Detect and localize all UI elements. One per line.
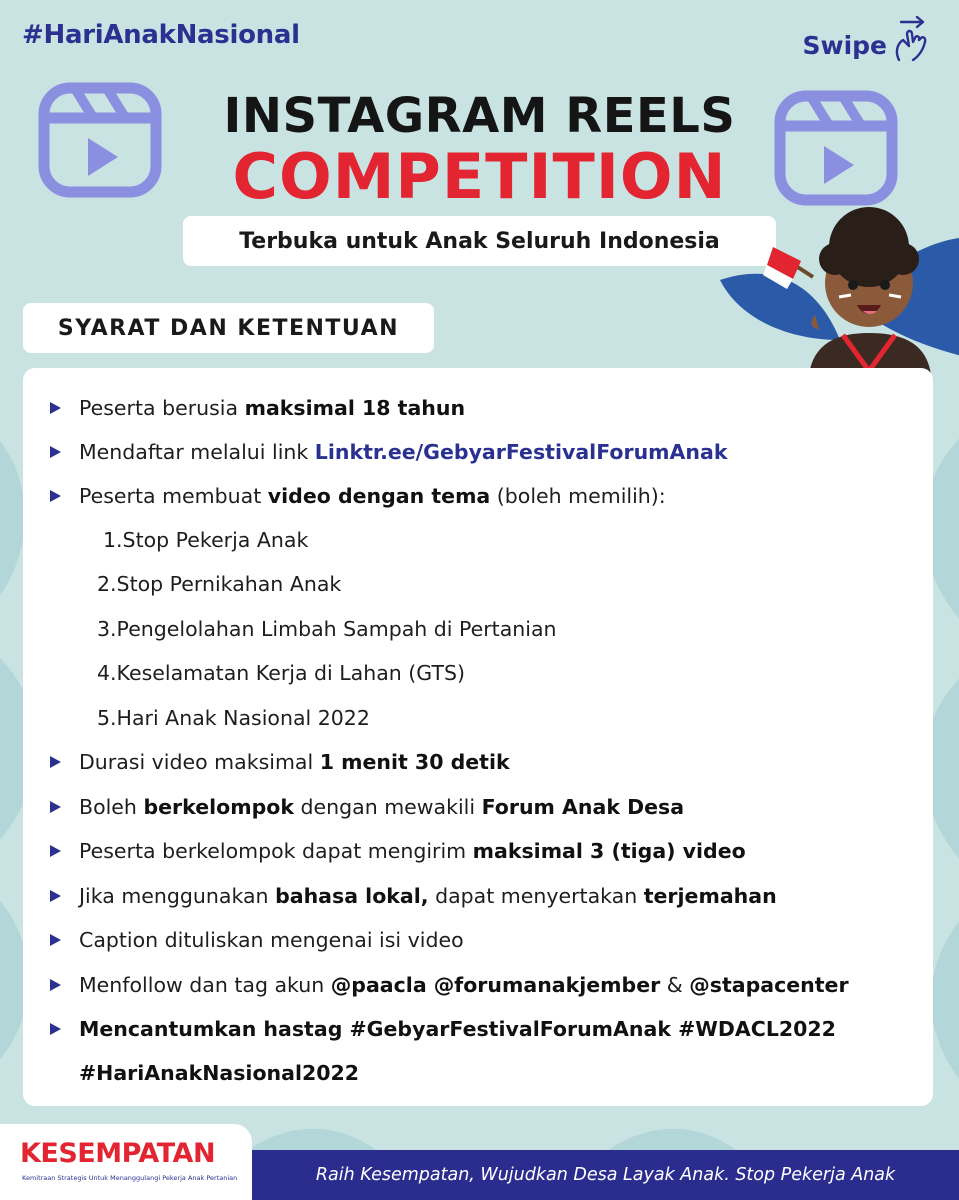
bullet-triangle-icon (50, 890, 61, 902)
rule-text: Peserta berusia (79, 396, 245, 420)
rule-item (23, 388, 933, 428)
rule-emphasis: 1 menit 30 detik (319, 750, 510, 774)
bullet-triangle-icon (50, 402, 61, 414)
rule-emphasis: terjemahan (643, 884, 777, 908)
theme-item (23, 520, 933, 560)
subtitle: Terbuka untuk Anak Seluruh Indonesia (183, 216, 776, 266)
rule-text: dengan mewakili (293, 795, 482, 819)
theme-item (23, 698, 933, 738)
theme-text: 1.Stop Pekerja Anak (103, 528, 309, 552)
rule-item (23, 742, 933, 782)
rule-item (23, 920, 933, 960)
rule-item (23, 1009, 933, 1049)
rule-text: Menfollow dan tag akun (79, 973, 331, 997)
rule-item (23, 876, 933, 916)
rule-emphasis: video dengan tema (267, 484, 491, 508)
title-line1: INSTAGRAM REELS (223, 88, 736, 144)
theme-text: 4.Keselamatan Kerja di Lahan (GTS) (97, 661, 465, 685)
bullet-triangle-icon (50, 979, 61, 991)
logo-tagline: Kemitraan Strategis Untuk Menanggulangi Pekerja Anak Pertanian (22, 1174, 238, 1182)
bullet-triangle-icon (50, 801, 61, 813)
theme-text: 5.Hari Anak Nasional 2022 (97, 706, 370, 730)
rule-item (23, 787, 933, 827)
rule-text: & (660, 973, 690, 997)
rule-text: Boleh (79, 795, 144, 819)
rule-emphasis: berkelompok (143, 795, 294, 819)
footer-slogan: Raih Kesempatan, Wujudkan Desa Layak Anak. Stop Pekerja Anak (315, 1165, 896, 1185)
rule-item (23, 965, 933, 1005)
rule-emphasis: Forum Anak Desa (481, 795, 685, 819)
swipe-hint (802, 16, 929, 64)
account-tag: @stapacenter (689, 973, 849, 997)
bullet-triangle-icon (50, 446, 61, 458)
rule-item-continued (23, 1053, 933, 1093)
bullet-triangle-icon (50, 934, 61, 946)
bullet-triangle-icon (50, 490, 61, 502)
swipe-hand-icon (893, 16, 929, 64)
rule-item (23, 831, 933, 871)
logo-panel (0, 1124, 252, 1200)
rule-item (23, 432, 933, 472)
hashtag-rule-line2: #HariAnakNasional2022 (79, 1061, 360, 1085)
theme-item (23, 609, 933, 649)
kesempatan-logo: KESEMPATAN (20, 1138, 216, 1169)
rule-text: Durasi video maksimal (79, 750, 320, 774)
theme-text: 2.Stop Pernikahan Anak (97, 572, 342, 596)
section-heading: SYARAT DAN KETENTUAN (23, 303, 434, 353)
footer-slogan-bar (252, 1150, 959, 1200)
rule-emphasis: maksimal 3 (tiga) video (472, 839, 746, 863)
rule-text: Jika menggunakan (79, 884, 276, 908)
child-mascot-illustration (739, 195, 959, 375)
theme-item (23, 564, 933, 604)
registration-link[interactable]: Linktr.ee/GebyarFestivalForumAnak (314, 440, 728, 464)
rule-text: dapat menyertakan (428, 884, 644, 908)
rule-item (23, 476, 933, 516)
theme-text: 3.Pengelolahan Limbah Sampah di Pertanian (97, 617, 557, 641)
rule-text: Caption dituliskan mengenai isi video (79, 928, 464, 952)
rule-text: (boleh memilih): (490, 484, 666, 508)
hashtag-header: #HariAnakNasional (22, 20, 300, 50)
rule-text: Peserta berkelompok dapat mengirim (79, 839, 473, 863)
bullet-triangle-icon (50, 756, 61, 768)
rule-text: Mendaftar melalui link (79, 440, 315, 464)
bullet-triangle-icon (50, 845, 61, 857)
rule-text: Peserta membuat (79, 484, 268, 508)
hashtag-rule-line1: Mencantumkan hastag #GebyarFestivalForumAnak #WDACL2022 (79, 1017, 836, 1041)
swipe-label: Swipe (802, 30, 887, 60)
rule-emphasis: maksimal 18 tahun (244, 396, 466, 420)
bullet-triangle-icon (50, 1023, 61, 1035)
rule-emphasis: bahasa lokal, (275, 884, 429, 908)
theme-item (23, 653, 933, 693)
rules-card (23, 368, 933, 1106)
title-line2: COMPETITION (232, 140, 727, 213)
account-tags: @paacla @forumanakjember (330, 973, 661, 997)
